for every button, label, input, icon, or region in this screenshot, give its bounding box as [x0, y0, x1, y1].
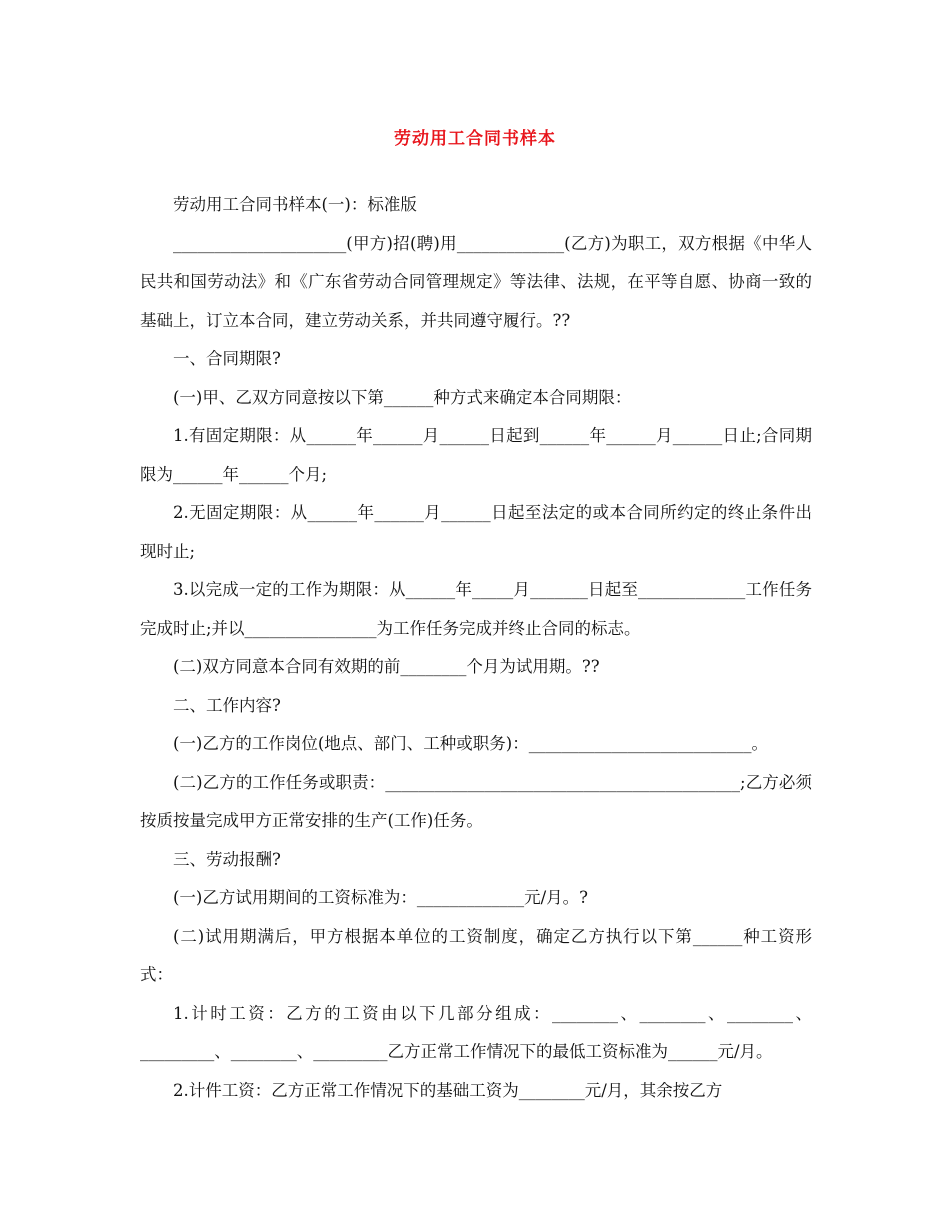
paragraph-intro: _____________________(甲方)招(聘)用_____________(乙方)为职工，双方根据《中华人民共和国劳动法》和《广东省劳动合同管理规定》等法律、法规，在平等自愿、协商一致的基础上，订立本合同，建立劳动关系，并共同遵守履行。?? [140, 233, 812, 330]
paragraph: 1.计时工资：乙方的工资由以下几部分组成：________、________、________、_________、________、_________乙方正常工作情况下的最低工资标准为______元/月。 [140, 1003, 812, 1061]
document-body [140, 186, 812, 1110]
paragraph: 3.以完成一定的工作为期限：从______年_____月_______日起至_____________工作任务完成时止;并以________________为工作任务完成并终止合同的标志。 [140, 580, 812, 638]
section-heading-term: 一、合同期限? [173, 349, 281, 368]
paragraph: (一)乙方试用期间的工资标准为：_____________元/月。? [173, 888, 589, 907]
paragraph: (一)乙方的工作岗位(地点、部门、工种或职务)：___________________________。 [173, 734, 768, 753]
paragraph: 2.计件工资：乙方正常工作情况下的基础工资为________元/月，其余按乙方 [173, 1080, 723, 1100]
section-heading-work: 二、工作内容? [173, 695, 281, 715]
paragraph: 2.无固定期限：从______年______月______日起至法定的或本合同所约定的终止条件出现时止; [140, 503, 812, 561]
paragraph: (二)试用期满后，甲方根据本单位的工资制度，确定乙方执行以下第______种工资形式： [140, 926, 812, 984]
paragraph: (二)双方同意本合同有效期的前________个月为试用期。?? [173, 657, 600, 676]
paragraph: 1.有固定期限：从______年______月______日起到______年______月______日止;合同期限为______年______个月; [140, 426, 812, 484]
paragraph: (一)甲、乙双方同意按以下第______种方式来确定本合同期限： [173, 387, 632, 407]
document-title: 劳动用工合同书样本 [394, 129, 556, 149]
paragraph: (二)乙方的工作任务或职责：___________________________________________;乙方必须按质按量完成甲方正常安排的生产(工作)任务。 [140, 772, 812, 830]
paragraph-subtitle: 劳动用工合同书样本(一)：标准版 [173, 195, 417, 214]
section-heading-pay: 三、劳动报酬? [173, 849, 281, 869]
